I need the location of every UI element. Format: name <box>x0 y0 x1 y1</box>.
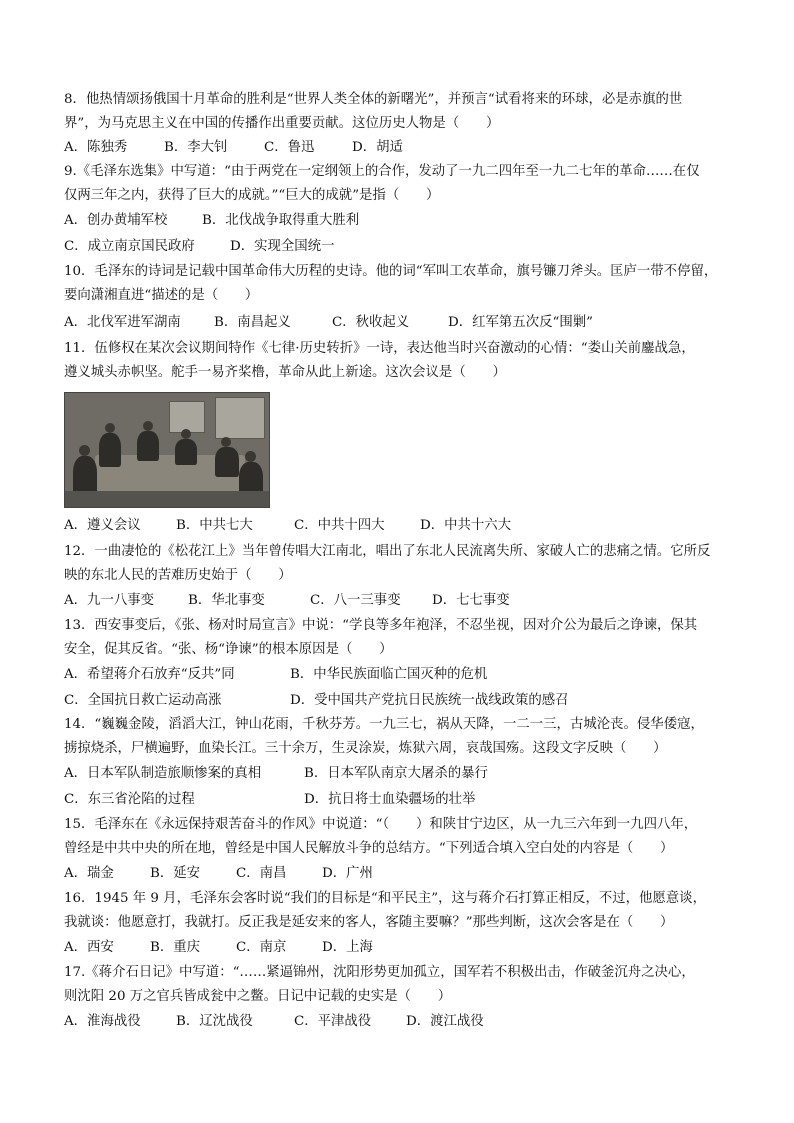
question-12-line-1: 12．一曲凄怆的《松花江上》当年曾传唱大江南北，唱出了东北人民流离失所、家破人亡的悲痛之情。它所反 <box>64 544 711 559</box>
option-b: B．日本军队南京大屠杀的暴行 <box>304 766 488 781</box>
option-b: B．李大钊 <box>164 140 228 155</box>
question-9-line-1: 9.《毛泽东选集》中写道：“由于两党在一定纲领上的合作，发动了一九二四年至一九二七年的革命……在仅 <box>64 164 700 179</box>
option-b: B．延安 <box>150 866 201 881</box>
option-c: C．八一三事变 <box>310 593 401 608</box>
option-a: A．创办黄埔军校 <box>64 213 168 228</box>
option-d: D．中共十六大 <box>420 518 512 533</box>
figure-shape <box>73 456 97 496</box>
option-a: A．遵义会议 <box>64 518 141 533</box>
option-c: C．中共十四大 <box>294 518 385 533</box>
option-b: B．华北事变 <box>188 593 265 608</box>
figure-head <box>221 437 231 447</box>
figure-head <box>79 445 90 456</box>
option-c: C．南昌 <box>236 866 287 881</box>
option-d: D．上海 <box>322 940 373 955</box>
question-13-line-1: 13．西安事变后，《张、杨对时局宣言》中说：“学良等多年袍泽，不忍坐视，因对介公为最后之诤谏，保其 <box>64 618 698 633</box>
option-a: A．九一八事变 <box>64 593 155 608</box>
option-b: B．中华民族面临亡国灭种的危机 <box>290 667 488 682</box>
meeting-photo <box>64 392 270 508</box>
option-d: D．七七事变 <box>432 593 510 608</box>
question-9-line-2: 仅两三年之内，获得了巨大的成就。”“巨大的成就”是指（ ） <box>64 188 440 203</box>
figure-shape <box>215 447 239 477</box>
question-11-line-1: 11．伍修权在某次会议期间特作《七律·历史转折》一诗，表达他当时兴奋激动的心情：“娄山关前鏖战急， <box>64 341 695 356</box>
option-a: A．希望蒋介石放弃“反共”同 <box>64 667 235 682</box>
question-15-line-1: 15．毛泽东在《永远保持艰苦奋斗的作风》中说道：“（ ）和陕甘宁边区，从一九三六年到一九四八年， <box>64 817 698 832</box>
option-d: D．抗日将士血染疆场的壮举 <box>304 792 476 807</box>
figure-head <box>105 423 115 433</box>
window-shape <box>215 397 265 439</box>
question-15-line-2: 曾经是中共中央的所在地，曾经是中国人民解放斗争的总结方。“下列适合填入空白处的内容是（ ） <box>64 841 674 856</box>
figure-head <box>181 429 191 439</box>
question-17-line-1: 17.《蒋介石日记》中写道：“……紧逼锦州，沈阳形势更加孤立，国军若不积极出击，作破釜沉舟之决心， <box>64 965 695 980</box>
question-10-line-2: 要向潇湘直进“描述的是（ ） <box>64 288 259 303</box>
option-b: B．南昌起义 <box>214 315 291 330</box>
option-b: B．北伐战争取得重大胜利 <box>202 213 360 228</box>
option-d: D．实现全国统一 <box>230 239 335 254</box>
question-11-line-2: 遵义城头赤帜坚。舵手一易齐桨橹，革命从此上新途。这次会议是（ ） <box>64 365 506 380</box>
question-16-line-2: 我就谈：他愿意打，我就打。反正我是延安来的客人，客随主要嘛？”那些判断，这次会客是在（ ） <box>64 915 674 930</box>
option-a: A．瑞金 <box>64 866 114 881</box>
option-b: B．重庆 <box>150 940 201 955</box>
figure-shape <box>175 439 197 465</box>
option-c: C．秋收起义 <box>332 315 410 330</box>
question-14-line-1: 14．“巍巍金陵，滔滔大江，钟山花雨，千秋芬芳。一九三七，祸从天降，一二一三，古城沦丧。侵华倭寇， <box>64 717 704 732</box>
option-a: A．西安 <box>64 940 114 955</box>
floor-shape <box>65 491 269 507</box>
question-10-line-1: 10．毛泽东的诗词是记载中国革命伟大历程的史诗。他的词“军叫工农革命，旗号镰刀斧头。匡庐一带不停留， <box>64 264 718 279</box>
option-d: D．渡江战役 <box>406 1014 484 1029</box>
figure-head <box>143 421 153 431</box>
option-a: A．淮海战役 <box>64 1014 141 1029</box>
question-12-line-2: 映的东北人民的苦难历史始于（ ） <box>64 568 292 583</box>
option-b: B．辽沈战役 <box>176 1014 253 1029</box>
question-8-line-1: 8．他热情颂扬俄国十月革命的胜利是“世界人类全体的新曙光”，并预言“试看将来的环球，必是赤旗的世 <box>64 92 683 107</box>
option-c: C．成立南京国民政府 <box>64 239 195 254</box>
option-a: A．北伐军进军湖南 <box>64 315 181 330</box>
question-17-line-2: 则沈阳 20 万之官兵皆成瓮中之鳖。日记中记载的史实是（ ） <box>64 989 452 1004</box>
question-14-line-2: 掳掠烧杀，尸横遍野，血染长江。三十余万，生灵涂炭，炼狱六周，哀哉国殇。这段文字反映（ ） <box>64 741 667 756</box>
figure-head <box>245 451 256 462</box>
option-c: C．鲁迅 <box>264 140 315 155</box>
figure-shape <box>99 433 121 467</box>
question-16-line-1: 16．1945 年 9 月，毛泽东会客时说“我们的目标是“和平民主”，这与蒋介石打算正相反，不过，他愿意谈， <box>64 891 706 906</box>
option-b: B．中共七大 <box>176 518 253 533</box>
question-8-line-2: 界”，为马克思主义在中国的传播作出重要贡献。这位历史人物是（ ） <box>64 116 500 131</box>
option-c: C．东三省沦陷的过程 <box>64 792 195 807</box>
option-d: D．受中国共产党抗日民族统一战线政策的感召 <box>290 693 569 708</box>
option-c: C．全国抗日救亡运动高涨 <box>64 693 222 708</box>
option-c: C．南京 <box>236 940 287 955</box>
option-d: D．红军第五次反“围剿” <box>448 315 593 330</box>
option-d: D．广州 <box>322 866 373 881</box>
option-a: A．日本军队制造旅顺惨案的真相 <box>64 766 262 781</box>
question-13-line-2: 安全，促其反省。“张、杨“诤谏”的根本原因是（ ） <box>64 642 393 657</box>
figure-shape <box>137 431 159 461</box>
option-c: C．平津战役 <box>294 1014 372 1029</box>
option-d: D．胡适 <box>352 140 403 155</box>
option-a: A．陈独秀 <box>64 140 128 155</box>
